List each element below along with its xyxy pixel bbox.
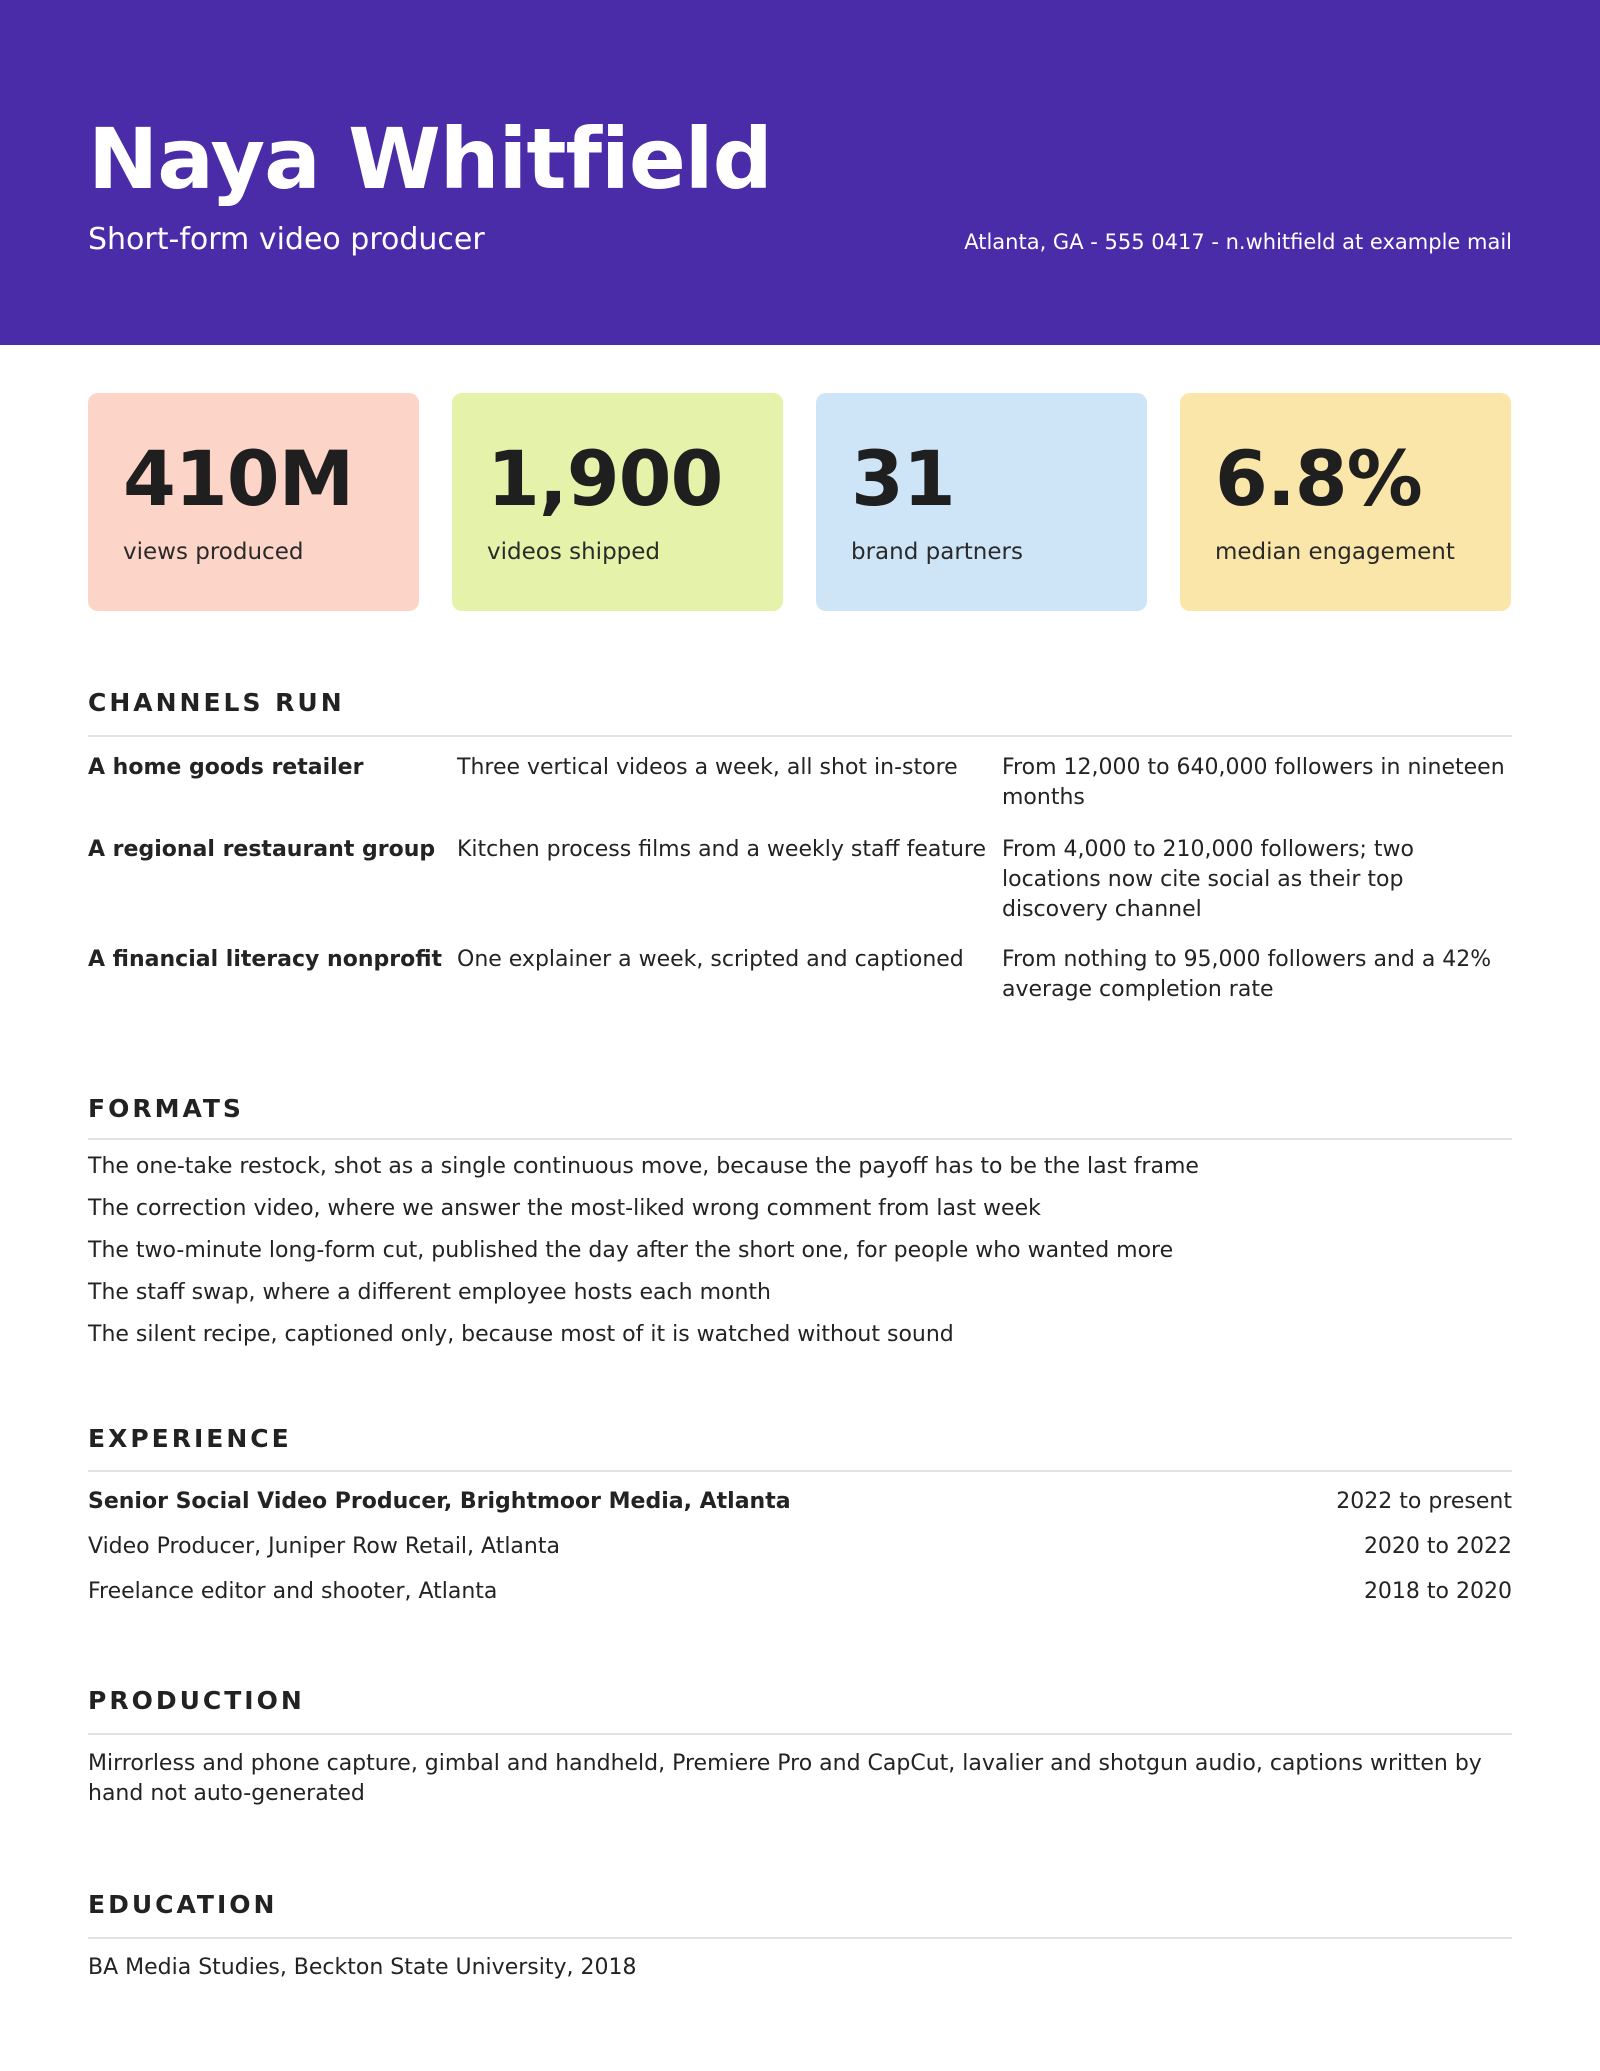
channel-name: A regional restaurant group: [88, 837, 436, 862]
experience-title: Freelance editor and shooter, Atlanta: [88, 1579, 498, 1604]
channel-name: A financial literacy nonprofit: [88, 947, 443, 972]
experience-row: [88, 1532, 1512, 1564]
stat-card-views: [88, 393, 419, 611]
section-divider: [88, 1470, 1512, 1472]
production-text: Mirrorless and phone capture, gimbal and handheld, Premiere Pro and CapCut, lavalier and shotgun audio, captions written by hand not auto-generated: [88, 1751, 1482, 1806]
stat-label: brand partners: [851, 539, 1023, 565]
format-item: The one-take restock, shot as a single continuous move, because the payoff has to be the last frame: [88, 1154, 1199, 1179]
section-divider: [88, 1733, 1512, 1735]
stat-label: views produced: [123, 539, 304, 565]
experience-dates: 2018 to 2020: [1363, 1579, 1512, 1604]
experience-row: [88, 1577, 1512, 1609]
channel-description: Kitchen process films and a weekly staff feature: [457, 837, 986, 862]
experience-title: Senior Social Video Producer, Brightmoor Media, Atlanta: [88, 1489, 791, 1514]
section-title-production: PRODUCTION: [88, 1686, 305, 1715]
section-divider: [88, 735, 1512, 737]
section-title-experience: EXPERIENCE: [88, 1424, 292, 1453]
section-divider: [88, 1937, 1512, 1939]
stat-card-engagement: [1180, 393, 1511, 611]
section-divider: [88, 1138, 1512, 1140]
format-item: The silent recipe, captioned only, because most of it is watched without sound: [88, 1322, 954, 1347]
candidate-role: Short-form video producer: [88, 222, 485, 257]
section-title-education: EDUCATION: [88, 1890, 278, 1919]
stat-value: 6.8%: [1215, 434, 1422, 523]
channel-description: Three vertical videos a week, all shot in-store: [457, 755, 958, 780]
section-title-formats: FORMATS: [88, 1094, 244, 1123]
channel-result: From 12,000 to 640,000 followers in nineteen months: [1002, 755, 1505, 810]
channel-result: From nothing to 95,000 followers and a 42% average completion rate: [1002, 947, 1492, 1002]
channel-result: From 4,000 to 210,000 followers; two locations now cite social as their top discovery channel: [1002, 837, 1414, 922]
stat-card-partners: [816, 393, 1147, 611]
experience-dates: 2020 to 2022: [1363, 1534, 1512, 1559]
education-text: BA Media Studies, Beckton State University, 2018: [88, 1955, 637, 1980]
stat-label: median engagement: [1215, 539, 1455, 565]
stat-value: 410M: [123, 434, 354, 523]
experience-dates: 2022 to present: [1336, 1489, 1512, 1514]
format-item: The correction video, where we answer the most-liked wrong comment from last week: [88, 1196, 1041, 1221]
experience-title: Video Producer, Juniper Row Retail, Atlanta: [88, 1534, 560, 1559]
contact-line: Atlanta, GA - 555 0417 - n.whitfield at example mail: [964, 230, 1512, 254]
resume-header: [0, 0, 1600, 345]
stat-label: videos shipped: [487, 539, 661, 565]
format-item: The staff swap, where a different employee hosts each month: [88, 1280, 771, 1305]
experience-row: [88, 1487, 1512, 1519]
stat-value: 31: [851, 434, 955, 523]
stat-card-videos: [452, 393, 783, 611]
channel-name: A home goods retailer: [88, 755, 364, 780]
stat-value: 1,900: [487, 434, 723, 523]
candidate-name: Naya Whitfield: [88, 110, 772, 208]
section-title-channels: CHANNELS RUN: [88, 688, 345, 717]
channel-description: One explainer a week, scripted and captioned: [457, 947, 964, 972]
format-item: The two-minute long-form cut, published the day after the short one, for people who wanted more: [88, 1238, 1174, 1263]
